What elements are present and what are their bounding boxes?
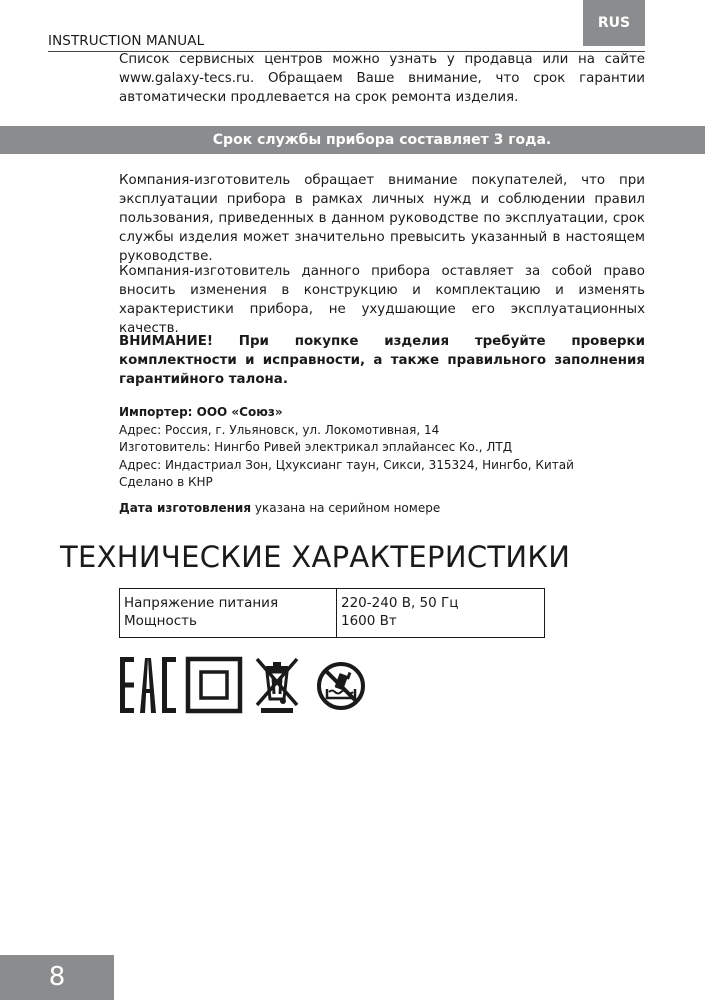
spec-label-power: Мощность: [124, 613, 197, 629]
manufacture-date-text: указана на серийном номере: [251, 501, 441, 515]
manufacturer-notice-paragraph: Компания-изготовитель обращает внимание покупателей, что при эксплуатации прибора в рамках личных нужд и соблюдении правил пользования, приведенных в данном руководстве по эксплуатации, срок службы изделия может значительно превысить указанный в настоящем руководстве.: [119, 173, 645, 264]
spec-label-voltage: Напряжение питания: [124, 595, 279, 611]
service-life-text: Срок службы прибора составляет 3 года.: [212, 132, 552, 148]
manufacturer-address: Адрес: Индастриал Зон, Цхуксианг таун, Сикси, 315324, Нингбо, Китай: [119, 457, 574, 472]
header-title: INSTRUCTION MANUAL: [48, 33, 205, 49]
manufacturer-name: Изготовитель: Нингбо Ривей электрикал эплайансес Ко., ЛТД: [119, 440, 513, 454]
country-of-origin: Сделано в КНР: [119, 475, 213, 489]
spec-value-power: 1600 Вт: [341, 613, 397, 629]
eac-mark-icon: [119, 655, 177, 715]
spec-value-voltage: 220-240 В, 50 Гц: [341, 595, 459, 611]
crossed-bin-icon: [253, 655, 301, 715]
importer-block: [119, 404, 645, 492]
specs-labels-cell: [120, 589, 337, 638]
specs-table: [119, 588, 545, 638]
importer-address: Адрес: Россия, г. Ульяновск, ул. Локомотивная, 14: [119, 422, 440, 437]
page-number: 8: [48, 962, 66, 992]
importer-title: Импортер: ООО «Союз»: [119, 405, 283, 419]
warning-paragraph: ВНИМАНИЕ! При покупке изделия требуйте проверки комплектности и исправности, а также правильного заполнения гарантийного талона.: [119, 334, 645, 387]
no-water-immersion-icon: [315, 655, 367, 715]
service-life-band: [0, 126, 705, 154]
double-insulation-icon: [185, 655, 243, 715]
specs-values-cell: [337, 589, 545, 638]
table-row: [120, 589, 545, 638]
intro-paragraph: Список сервисных центров можно узнать у продавца или на сайте www.galaxy-tecs.ru. Обращаем Ваше внимание, что срок гарантии автоматически продлевается на срок ремонта изделия.: [119, 52, 645, 105]
changes-notice-paragraph: Компания-изготовитель данного прибора оставляет за собой право вносить изменения в конструкцию и комплектацию и изменять характеристики прибора, не ухудшающие его эксплуатационных качеств.: [119, 264, 645, 336]
specs-heading: ТЕХНИЧЕСКИЕ ХАРАКТЕРИСТИКИ: [60, 540, 571, 574]
manufacture-date-label: Дата изготовления: [119, 501, 252, 515]
manufacture-date-line: [119, 500, 645, 518]
language-tab: RUS: [583, 0, 645, 46]
